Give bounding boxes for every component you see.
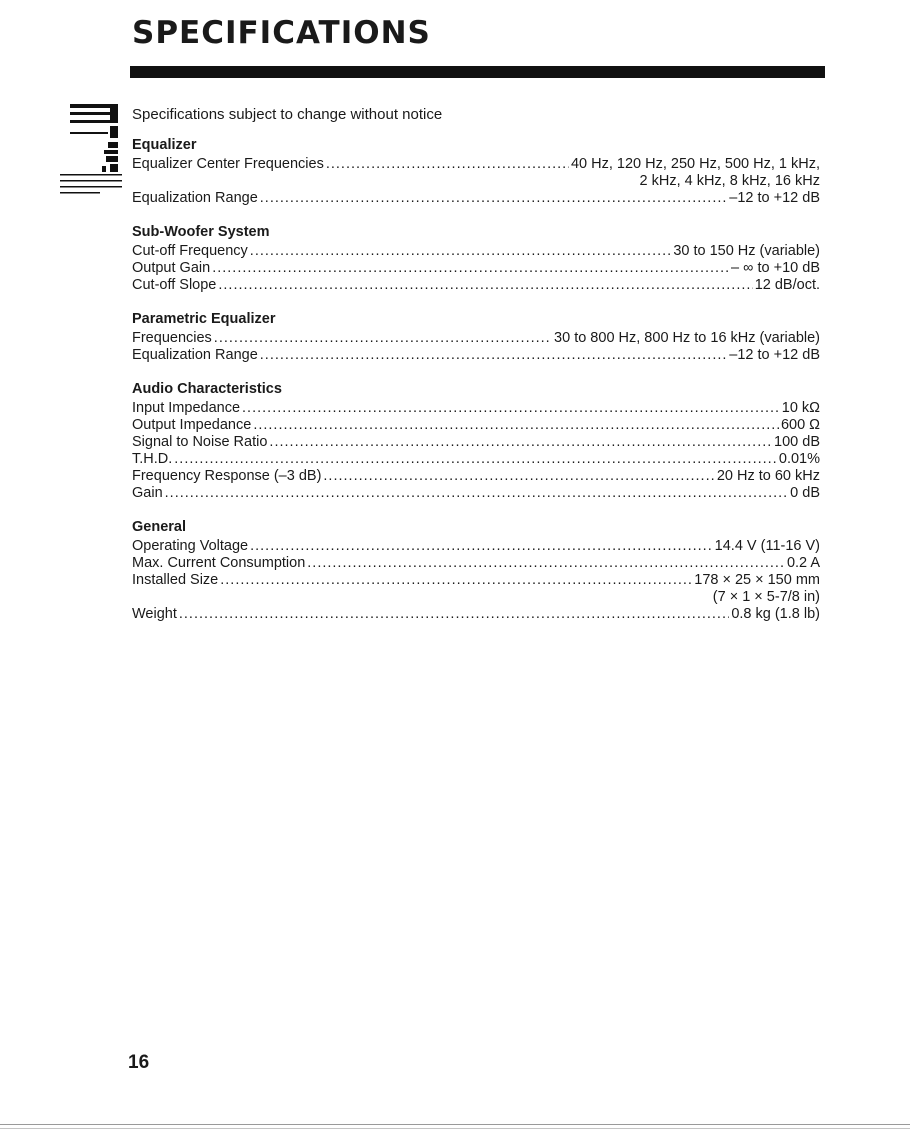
spec-row: [132, 243, 820, 260]
spec-content: [132, 106, 820, 640]
spec-label: Cut-off Frequency: [132, 243, 248, 259]
spec-row: [132, 347, 820, 364]
spec-row: [132, 468, 820, 485]
spec-label: Frequencies: [132, 330, 212, 346]
spec-value: 0 dB: [790, 485, 820, 501]
spec-value: [694, 572, 820, 606]
dot-leader: [250, 243, 672, 260]
spec-value: 14.4 V (11-16 V): [714, 538, 820, 554]
spec-label: Max. Current Consumption: [132, 555, 306, 571]
spec-row: [132, 156, 820, 190]
section-heading: Sub-Woofer System: [132, 224, 270, 240]
dot-leader: [253, 417, 779, 434]
dot-leader: [218, 277, 752, 294]
spec-row: [132, 260, 820, 277]
spec-row: [132, 555, 820, 572]
spec-row: [132, 190, 820, 207]
spec-row: [132, 330, 820, 347]
dot-leader: [212, 260, 729, 277]
spec-value: [571, 156, 820, 190]
spec-label: Output Impedance: [132, 417, 252, 433]
dot-leader: [260, 347, 728, 364]
spec-row: [132, 485, 820, 502]
spec-row: [132, 417, 820, 434]
bottom-rule: [0, 1124, 910, 1125]
spec-row: [132, 434, 820, 451]
spec-label: Frequency Response (–3 dB): [132, 468, 322, 484]
dot-leader: [323, 468, 714, 485]
section-heading: Equalizer: [132, 137, 197, 153]
spec-label: Gain: [132, 485, 163, 501]
spec-label: Operating Voltage: [132, 538, 249, 554]
spec-label: Installed Size: [132, 572, 219, 588]
spec-label: Equalizer Center Frequencies: [132, 156, 324, 172]
dot-leader: [165, 485, 789, 502]
spec-label: Output Gain: [132, 260, 211, 276]
dot-leader: [242, 400, 780, 417]
section-parametric-equalizer: [132, 311, 820, 364]
spec-label: Equalization Range: [132, 190, 258, 206]
spec-value: 12 dB/oct.: [754, 277, 820, 293]
language-tab-marks-icon: [60, 100, 122, 210]
page-number: 16: [128, 1052, 150, 1073]
section-heading: Parametric Equalizer: [132, 311, 276, 327]
section-heading: General: [132, 519, 186, 535]
notice-text: Specifications subject to change without notice: [132, 106, 443, 123]
dot-leader: [307, 555, 785, 572]
dot-leader: [260, 190, 728, 207]
spec-value: –12 to +12 dB: [729, 347, 820, 363]
spec-value: 100 dB: [774, 434, 820, 450]
spec-value: 0.8 kg (1.8 lb): [731, 606, 820, 622]
spec-value: 30 to 150 Hz (variable): [673, 243, 820, 259]
dot-leader: [250, 538, 713, 555]
title-bar-divider: [130, 66, 825, 78]
spec-label: Weight: [132, 606, 177, 622]
spec-row: [132, 606, 820, 623]
spec-row: [132, 572, 820, 606]
page-title: SPECIFICATIONS: [132, 15, 431, 51]
section-sub-woofer: [132, 224, 820, 294]
spec-row: [132, 400, 820, 417]
spec-label: Signal to Noise Ratio: [132, 434, 268, 450]
spec-row: [132, 451, 820, 468]
spec-label: T.H.D.: [132, 451, 173, 467]
spec-value: – ∞ to +10 dB: [731, 260, 820, 276]
dot-leader: [220, 572, 692, 589]
bottom-rule: [0, 1128, 910, 1129]
spec-row: [132, 538, 820, 555]
spec-value: 600 Ω: [780, 417, 820, 433]
section-general: [132, 519, 820, 623]
spec-label: Cut-off Slope: [132, 277, 217, 293]
spec-label: Equalization Range: [132, 347, 258, 363]
spec-value: –12 to +12 dB: [729, 190, 820, 206]
spec-value-line: 2 kHz, 4 kHz, 8 kHz, 16 kHz: [639, 173, 820, 189]
spec-value: 20 Hz to 60 kHz: [716, 468, 820, 484]
dot-leader: [179, 606, 729, 623]
dot-leader: [214, 330, 552, 347]
section-heading: Audio Characteristics: [132, 381, 282, 397]
spec-value: 0.2 A: [786, 555, 820, 571]
section-equalizer: [132, 137, 820, 207]
spec-row: [132, 277, 820, 294]
dot-leader: [326, 156, 569, 173]
spec-value: 30 to 800 Hz, 800 Hz to 16 kHz (variable): [554, 330, 820, 346]
spec-value-line: (7 × 1 × 5-7/8 in): [712, 589, 820, 605]
dot-leader: [174, 451, 777, 468]
spec-label: Input Impedance: [132, 400, 241, 416]
spec-value-line: 40 Hz, 120 Hz, 250 Hz, 500 Hz, 1 kHz,: [570, 156, 820, 172]
spec-value-line: 178 × 25 × 150 mm: [694, 572, 820, 588]
dot-leader: [269, 434, 772, 451]
spec-value: 0.01%: [778, 451, 820, 467]
spec-value: 10 kΩ: [781, 400, 820, 416]
section-audio-characteristics: [132, 381, 820, 502]
